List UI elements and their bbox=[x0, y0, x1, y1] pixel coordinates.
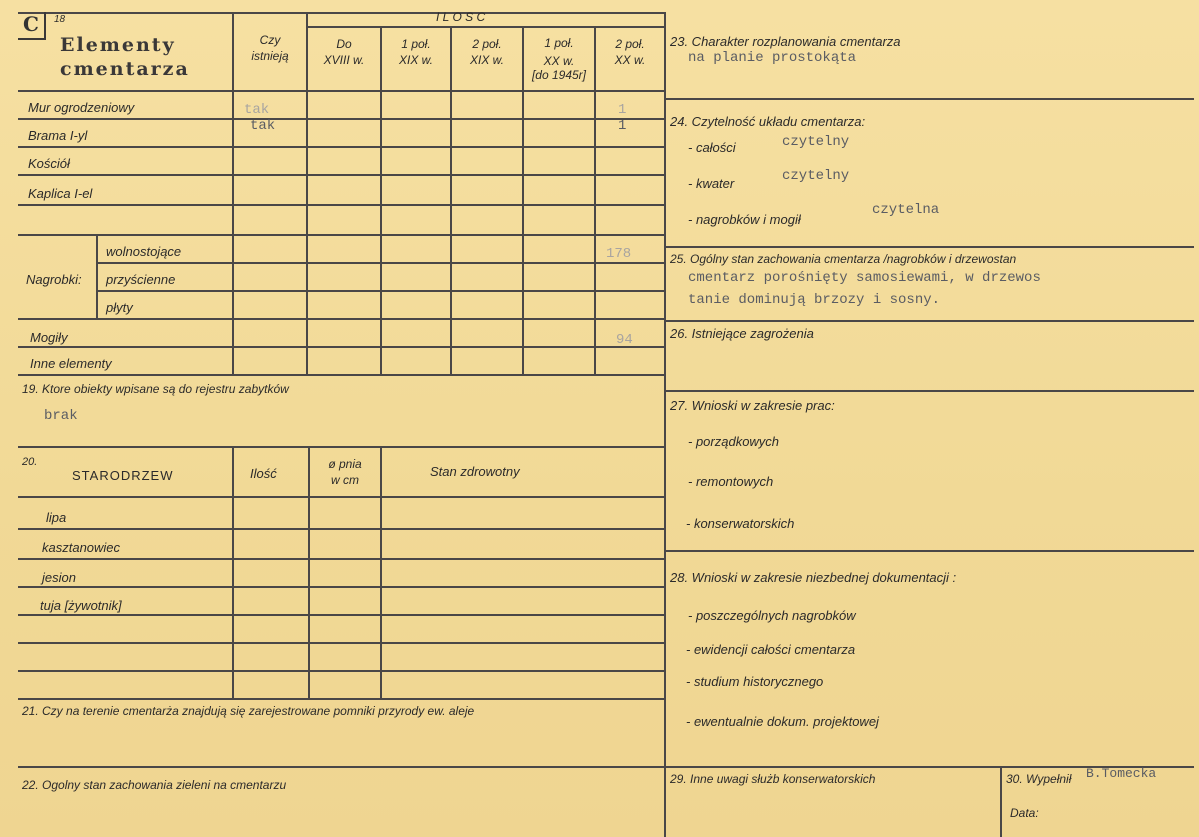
q20-col-pnia bbox=[310, 456, 380, 488]
ilosc-underline bbox=[306, 26, 666, 28]
top-line-left bbox=[18, 12, 666, 14]
row-line bbox=[96, 262, 666, 264]
q23-label: 23. Charakter rozplanowania cmentarza bbox=[670, 34, 901, 49]
q25-line2: tanie dominują brzozy i sosny. bbox=[688, 292, 941, 308]
row-mogily: Mogiły bbox=[30, 330, 68, 345]
period-header-2 bbox=[382, 36, 450, 68]
tree-row: lipa bbox=[46, 510, 67, 525]
page-number: 18 bbox=[54, 14, 66, 25]
row-line bbox=[666, 246, 1194, 248]
q24-item-label: - całości bbox=[688, 140, 736, 155]
row-line bbox=[18, 234, 666, 236]
row-line bbox=[18, 642, 666, 644]
period-header-4 bbox=[524, 36, 594, 82]
q20-number: 20. bbox=[22, 456, 38, 468]
q24-item-label: - kwater bbox=[688, 176, 735, 191]
q30-label: 30. Wypełnił bbox=[1006, 772, 1072, 786]
row-line bbox=[18, 118, 666, 120]
q30-date-label: Data: bbox=[1010, 806, 1039, 820]
col-line bbox=[380, 446, 382, 698]
q20-header: STARODRZEW bbox=[72, 468, 174, 483]
row-line bbox=[96, 290, 666, 292]
row-line bbox=[18, 174, 666, 176]
col-exists-l2: istnieją bbox=[251, 49, 289, 63]
q25-label: 25. Ogólny stan zachowania cmentarza /nagrobków i drzewostan bbox=[670, 252, 1017, 266]
mogily-count-value: 94 bbox=[616, 332, 633, 348]
period-3-l1: 2 poł. bbox=[472, 37, 502, 51]
q28-item: - studium historycznego bbox=[686, 674, 824, 689]
q24-item-value: czytelna bbox=[872, 202, 940, 218]
tree-row: tuja [żywotnik] bbox=[40, 598, 122, 613]
q20-col-stan: Stan zdrowotny bbox=[430, 464, 520, 479]
q24-item-label: - nagrobków i mogił bbox=[688, 212, 801, 227]
row-line bbox=[18, 766, 666, 768]
row-line bbox=[666, 390, 1194, 392]
row-line bbox=[18, 586, 666, 588]
row-inne: Inne elementy bbox=[30, 356, 112, 371]
period-header-5 bbox=[596, 36, 664, 68]
period-2-l1: 1 poł. bbox=[401, 37, 431, 51]
row-wolno: wolnostojące bbox=[106, 244, 182, 259]
period-header-3 bbox=[452, 36, 522, 68]
q24-item-value: czytelny bbox=[782, 168, 850, 184]
q25-line1: cmentarz porośnięty samosiewami, w drzewos bbox=[688, 270, 1041, 286]
period-4-l1: 1 poł. bbox=[544, 36, 574, 50]
row-kaplica: Kaplica I-el bbox=[28, 186, 93, 201]
q30-value: B.Tomecka bbox=[1086, 766, 1157, 781]
tree-row: jesion bbox=[42, 570, 76, 585]
tree-row: kasztanowiec bbox=[42, 540, 121, 555]
row-line bbox=[666, 320, 1194, 322]
q28-item: - ewentualnie dokum. projektowej bbox=[686, 714, 879, 729]
ilosc-header: I L O S C bbox=[436, 10, 486, 24]
q27-label: 27. Wnioski w zakresie prac: bbox=[670, 398, 835, 413]
col-line bbox=[96, 236, 98, 320]
row-line bbox=[18, 346, 666, 348]
row-line bbox=[18, 698, 666, 700]
period-4-l2: XX w. bbox=[543, 54, 575, 68]
period-5-l2: XX w. bbox=[614, 53, 646, 67]
title-line2: cmentarza bbox=[60, 58, 190, 80]
period-5-l1: 2 poł. bbox=[615, 37, 645, 51]
q23-value: na planie prostokąta bbox=[688, 50, 857, 66]
q27-item: - remontowych bbox=[688, 474, 774, 489]
row-line bbox=[18, 374, 666, 376]
col-exists-header bbox=[234, 32, 306, 64]
row-line bbox=[666, 98, 1194, 100]
row-nagrobki: Nagrobki: bbox=[26, 272, 82, 287]
q28-item: - ewidencji całości cmentarza bbox=[686, 642, 856, 657]
q20-pnia-l1: ø pnia bbox=[328, 457, 362, 471]
mur-count-value: 1 bbox=[618, 102, 627, 118]
wolno-count-value: 178 bbox=[606, 246, 632, 262]
col-line bbox=[232, 446, 234, 698]
row-line bbox=[18, 528, 666, 530]
row-line bbox=[18, 446, 666, 448]
brama-exists-value: tak bbox=[250, 118, 276, 134]
q24-item-value: czytelny bbox=[782, 134, 850, 150]
period-3-l2: XIX w. bbox=[469, 53, 504, 67]
row-line bbox=[18, 318, 666, 320]
q26-label: 26. Istniejące zagrożenia bbox=[670, 326, 814, 341]
period-header-1 bbox=[308, 36, 380, 68]
period-1-l1: Do bbox=[336, 37, 352, 51]
row-line bbox=[18, 614, 666, 616]
q20-col-ilosc: Ilość bbox=[250, 466, 277, 481]
row-brama: Brama I-yl bbox=[28, 128, 88, 143]
row-przysc: przyścienne bbox=[106, 272, 176, 287]
q21-label: 21. Czy na terenie cmentarża znajdują się zarejestrowane pomniki przyrody ew. aleje bbox=[22, 704, 475, 718]
q27-item: - konserwatorskich bbox=[686, 516, 795, 531]
row-mur: Mur ogrodzeniowy bbox=[28, 100, 135, 115]
row-line bbox=[18, 146, 666, 148]
row-line bbox=[18, 496, 666, 498]
row-line bbox=[666, 550, 1194, 552]
period-2-l2: XIX w. bbox=[398, 53, 433, 67]
q24-label: 24. Czytelność układu cmentarza: bbox=[670, 114, 866, 129]
row-line bbox=[18, 90, 666, 92]
title-line1: Elementy bbox=[60, 34, 176, 56]
q19-value: brak bbox=[44, 408, 78, 424]
card-letter: C bbox=[18, 12, 46, 40]
q27-item: - porządkowych bbox=[688, 434, 780, 449]
col-line bbox=[380, 28, 382, 374]
period-4-l3: [do 1945r] bbox=[531, 68, 587, 82]
col-exists-l1: Czy bbox=[259, 33, 281, 47]
center-divider bbox=[664, 12, 666, 837]
row-line bbox=[18, 204, 666, 206]
row-line bbox=[18, 670, 666, 672]
brama-count-value: 1 bbox=[618, 118, 627, 134]
col-line bbox=[594, 28, 596, 374]
row-kosciol: Kościół bbox=[28, 156, 70, 171]
mur-exists-value: tak bbox=[244, 102, 270, 118]
row-line bbox=[18, 558, 666, 560]
col-line bbox=[450, 28, 452, 374]
col-line bbox=[1000, 766, 1002, 837]
q28-item: - poszczególnych nagrobków bbox=[688, 608, 856, 623]
period-1-l2: XVIII w. bbox=[323, 53, 365, 67]
q20-pnia-l2: w cm bbox=[331, 473, 359, 487]
q28-label: 28. Wnioski w zakresie niezbednej dokumentacji : bbox=[670, 570, 957, 585]
q22-label: 22. Ogolny stan zachowania zieleni na cmentarzu bbox=[22, 778, 287, 792]
row-plyty: płyty bbox=[106, 300, 133, 315]
q29-label: 29. Inne uwagi służb konserwatorskich bbox=[670, 772, 876, 786]
q19-label: 19. Ktore obiekty wpisane są do rejestru zabytków bbox=[22, 382, 289, 396]
